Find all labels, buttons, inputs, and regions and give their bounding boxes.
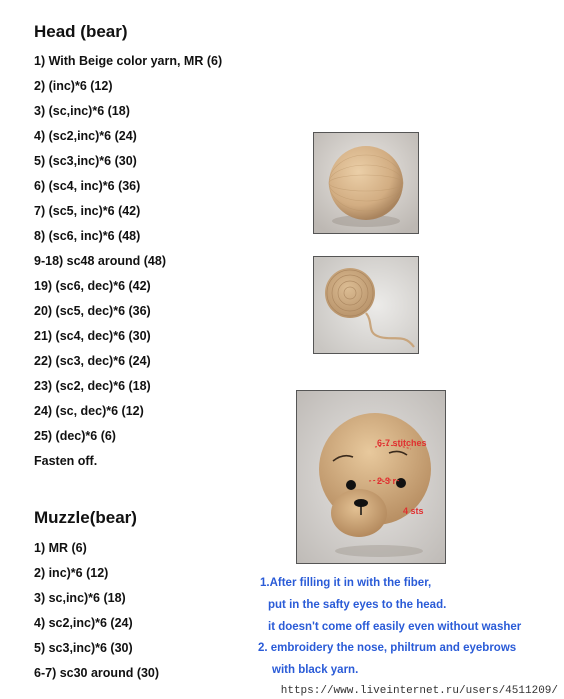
label-rows: 2-3 r <box>377 476 397 486</box>
pattern-row: 6) (sc4, inc)*6 (36) <box>34 179 141 193</box>
muzzle-circle-image <box>314 257 418 353</box>
muzzle-title: Muzzle(bear) <box>34 508 137 527</box>
label-stitches: 6-7 stitches <box>377 438 427 448</box>
pattern-row: 9-18) sc48 around (48) <box>34 254 166 268</box>
pattern-row: 3) (sc,inc)*6 (18) <box>34 104 130 118</box>
source-url: https://www.liveinternet.ru/users/4511209/ <box>280 685 558 697</box>
pattern-row: 2) (inc)*6 (12) <box>34 79 113 93</box>
pattern-row: 20) (sc5, dec)*6 (36) <box>34 304 151 318</box>
label-sts: 4 sts <box>403 506 424 516</box>
photo-head-ball <box>313 132 419 234</box>
pattern-row: 2) inc)*6 (12) <box>34 566 109 580</box>
head-title: Head (bear) <box>34 22 128 41</box>
pattern-row: 22) (sc3, dec)*6 (24) <box>34 354 151 368</box>
note-line: 2. embroidery the nose, philtrum and eyebrows <box>258 642 517 654</box>
pattern-row: 5) (sc3,inc)*6 (30) <box>34 154 137 168</box>
note-line: 1.After filling it in with the fiber, <box>260 577 432 589</box>
pattern-row: 6-7) sc30 around (30) <box>34 666 160 680</box>
pattern-row: 5) sc3,inc)*6 (30) <box>34 641 133 655</box>
pattern-row: 24) (sc, dec)*6 (12) <box>34 404 144 418</box>
photo-bear-head <box>296 390 446 564</box>
note-line: put in the safty eyes to the head. <box>268 599 447 611</box>
pattern-row: 1) MR (6) <box>34 541 87 555</box>
bear-head-image <box>297 391 445 563</box>
pattern-row: 4) sc2,inc)*6 (24) <box>34 616 133 630</box>
pattern-row: 8) (sc6, inc)*6 (48) <box>34 229 141 243</box>
note-line: it doesn't come off easily even without washer <box>268 621 522 633</box>
pattern-row: 23) (sc2, dec)*6 (18) <box>34 379 151 393</box>
pattern-row: Fasten off. <box>34 454 98 468</box>
pattern-row: 1) With Beige color yarn, MR (6) <box>34 54 223 68</box>
note-line: with black yarn. <box>272 664 359 676</box>
pattern-row: 25) (dec)*6 (6) <box>34 429 116 443</box>
pattern-row: 21) (sc4, dec)*6 (30) <box>34 329 151 343</box>
pattern-row: 3) sc,inc)*6 (18) <box>34 591 126 605</box>
pattern-row: 4) (sc2,inc)*6 (24) <box>34 129 137 143</box>
pattern-row: 7) (sc5, inc)*6 (42) <box>34 204 141 218</box>
photo-muzzle-circle <box>313 256 419 354</box>
pattern-row: 19) (sc6, dec)*6 (42) <box>34 279 151 293</box>
head-ball-image <box>314 133 418 233</box>
